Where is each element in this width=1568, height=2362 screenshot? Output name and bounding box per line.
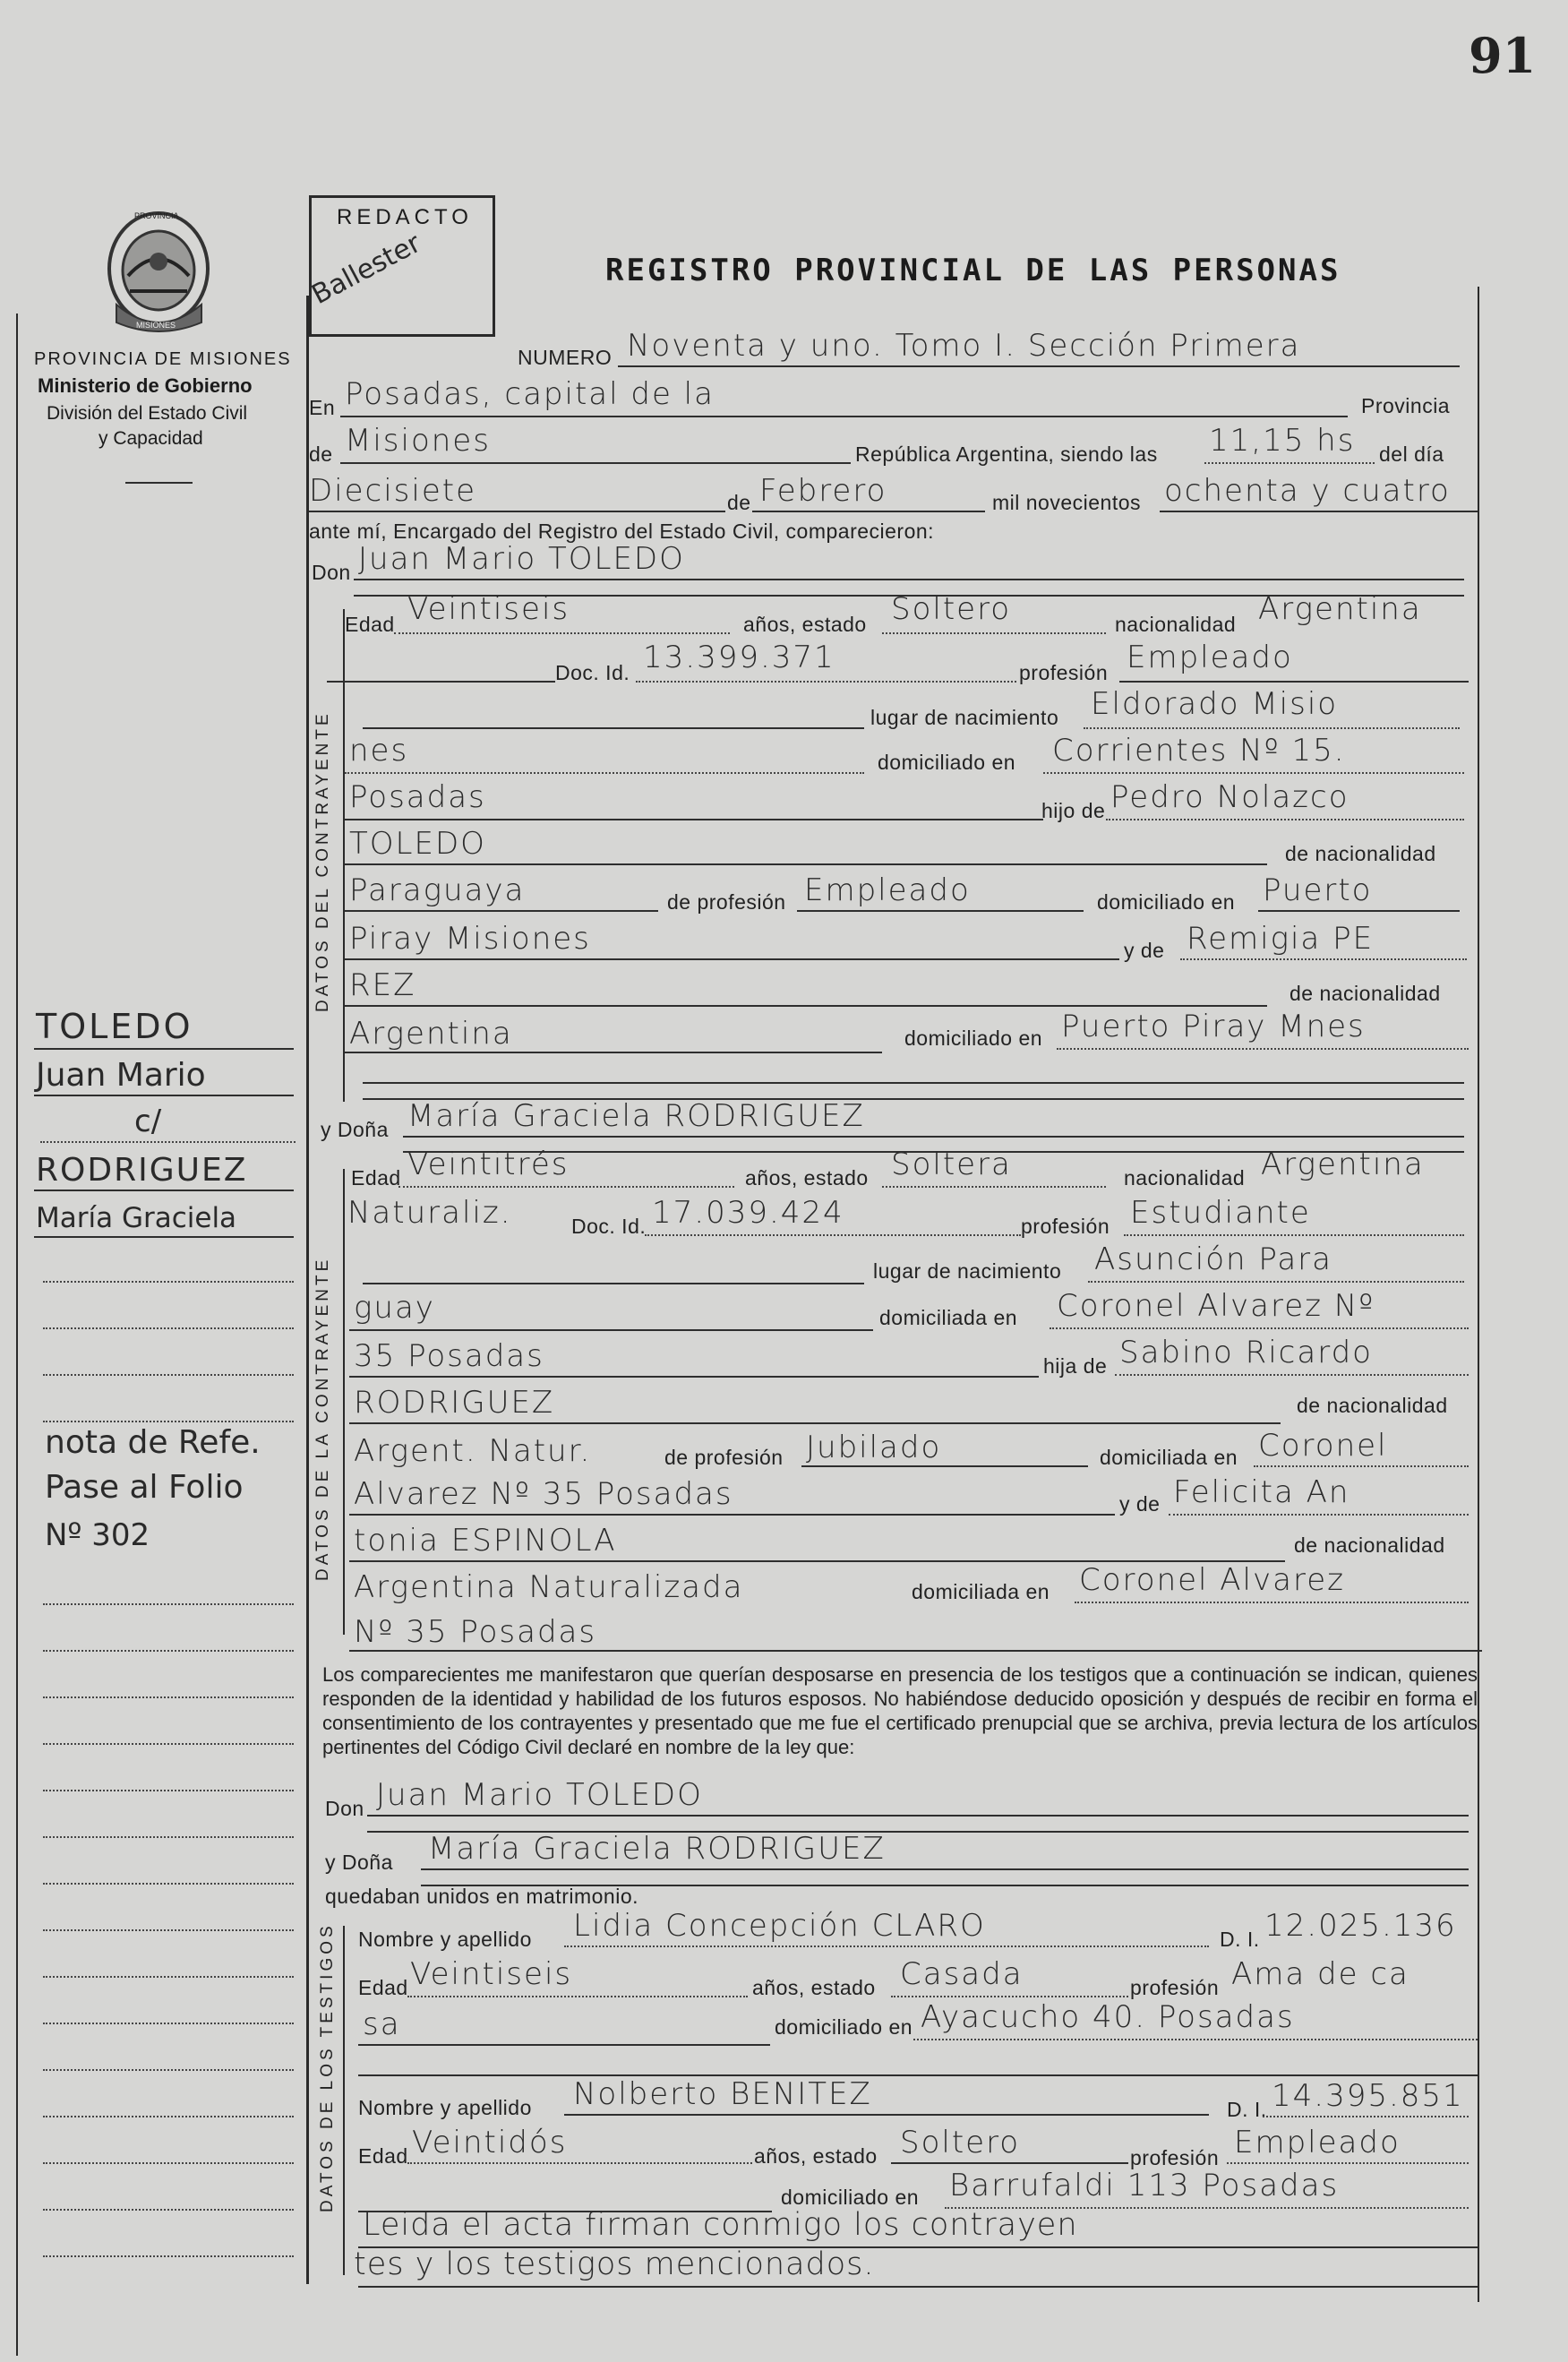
groom-prof: Empleado (1127, 640, 1293, 675)
de2-label: de (727, 491, 751, 514)
w1-nombre: Lidia Concepción CLARO (573, 1908, 986, 1944)
groom-blank-rule-1 (363, 1082, 1464, 1084)
bride-prof-rule (1124, 1234, 1464, 1236)
province-heading: PROVINCIA DE MISIONES (34, 349, 292, 369)
groom-padre-prof-label: de profesión (667, 890, 786, 914)
margin-blank-rule (43, 1603, 294, 1605)
groom-madre-1: Remigia PE (1187, 921, 1375, 957)
groom-prof-rule (1119, 681, 1469, 683)
groom-prof-label: profesión (1019, 661, 1109, 684)
bride-lugar-1: Asunción Para (1094, 1241, 1332, 1277)
margin-blank-rule (43, 1883, 294, 1885)
mes-rule (752, 511, 985, 512)
bride-nac-extra: Naturaliz. (347, 1195, 512, 1231)
decl-dona-label: y Doña (325, 1851, 393, 1874)
groom-y-de-label: y de (1124, 939, 1165, 962)
groom-edad: Veintiseis (407, 591, 570, 627)
ante-label: ante mí, Encargado del Registro del Estado Civil, comparecieron: (309, 520, 935, 543)
bride-madre-dom2-rule (349, 1650, 1482, 1652)
hora-rule (1204, 462, 1375, 464)
ministry-heading: Ministerio de Gobierno (38, 374, 253, 397)
groom-madre-dom-rule (1057, 1048, 1469, 1050)
bride-section-rule (343, 1169, 345, 1635)
margin-blank-rule (43, 2162, 294, 2164)
groom-edad-label: Edad (345, 613, 395, 636)
groom-estado-label: años, estado (743, 613, 867, 636)
seal-text-top: PROVINCIA (134, 211, 179, 220)
groom-dom-1: Corrientes Nº 15. (1052, 733, 1346, 769)
groom-padre-nac-label: de nacionalidad (1285, 842, 1436, 865)
bride-madre-dom-1: Coronel Alvarez (1079, 1562, 1345, 1598)
groom-padre-dom2-rule (345, 958, 1119, 960)
bride-hija-label: hija de (1043, 1354, 1108, 1378)
decl-dona-rule (421, 1868, 1469, 1870)
groom-madre2-rule (345, 1005, 1267, 1007)
margin-note-3: Nº 302 (45, 1517, 150, 1553)
w1-prof-2: sa (363, 2006, 401, 2042)
republica-label: República Argentina, siendo las (855, 442, 1158, 466)
bride-doc-rule (645, 1234, 1021, 1236)
margin-blank-rule (43, 1836, 294, 1838)
margin-blank-rule (43, 1650, 294, 1652)
margin-line-4: RODRIGUEZ (36, 1152, 248, 1189)
groom-madre-dom-label: domiciliado en (904, 1026, 1043, 1050)
provincia-label: Provincia (1361, 394, 1451, 417)
w2-nombre-rule (564, 2114, 1209, 2116)
bride-dom-label: domiciliada en (879, 1306, 1018, 1329)
bride-lugar-left-rule (363, 1283, 864, 1284)
w2-nombre: Nolberto BENITEZ (573, 2076, 872, 2112)
decl-don-rule (367, 1815, 1469, 1817)
groom-madre-rule (1180, 958, 1467, 960)
bride-madre-dom-rule (1075, 1602, 1469, 1603)
margin-blank-rule (43, 2023, 294, 2024)
w1-estado-label: años, estado (752, 1976, 876, 1999)
registry-title: REGISTRO PROVINCIAL DE LAS PERSONAS (605, 253, 1341, 288)
w2-di-rule (1263, 2116, 1469, 2117)
groom-nac: Argentina (1258, 591, 1422, 627)
margin-blank-rule (43, 1281, 294, 1283)
bride-estado-label: años, estado (745, 1166, 869, 1190)
groom-padre-rule (1106, 819, 1464, 820)
bride-padre-nac: Argent. Natur. (354, 1433, 592, 1469)
w2-prof-rule (1227, 2162, 1469, 2164)
w2-dom: Barrufaldi 113 Posadas (949, 2168, 1340, 2203)
bride-lugar-label: lugar de nacimiento (873, 1259, 1062, 1283)
bride-edad: Veintitrés (407, 1147, 570, 1182)
closing-line-2: tes y los testigos mencionados. (354, 2246, 875, 2282)
bride-prof-label: profesión (1021, 1215, 1110, 1238)
numero-rule (618, 365, 1460, 367)
bride-padre-dom-label: domiciliada en (1100, 1446, 1238, 1469)
numero-value: Noventa y uno. Tomo I. Sección Primera (627, 328, 1301, 364)
dia-rule (309, 511, 725, 512)
margin-line-1: TOLEDO (36, 1007, 193, 1046)
bride-madre-1: Felicita An (1173, 1474, 1350, 1510)
w1-prof-1: Ama de ca (1231, 1956, 1409, 1992)
w1-estado-rule (891, 1996, 1128, 1997)
groom-madre-nac-label: de nacionalidad (1290, 982, 1441, 1005)
w1-dom: Ayacucho 40. Posadas (921, 1999, 1295, 2035)
decl-don-label: Don (325, 1797, 364, 1820)
margin-blank-rule (43, 2209, 294, 2211)
groom-dom-rule (1043, 772, 1464, 774)
w1-estado: Casada (900, 1956, 1024, 1992)
page-number: 91 (1469, 27, 1537, 84)
dona-label: y Doña (321, 1118, 389, 1141)
bride-padre-rule (1115, 1374, 1469, 1376)
w1-dom-label: domiciliado en (775, 2015, 913, 2039)
header-divider (125, 482, 193, 484)
groom-estado: Soltero (891, 591, 1012, 627)
form-right-rule (1478, 287, 1479, 2302)
margin-note-2: Pase al Folio (45, 1469, 244, 1506)
groom-lugar-rule (1084, 727, 1460, 729)
groom-lugar-2: nes (349, 733, 409, 769)
margin-blank-rule (43, 1327, 294, 1329)
groom-padre-nac-rule (345, 910, 658, 912)
bride-estado: Soltera (891, 1147, 1012, 1182)
bride-madre-dom-2: Nº 35 Posadas (354, 1614, 597, 1650)
w2-di-label: D. I. (1227, 2098, 1267, 2121)
groom-lugar-left-rule (363, 727, 864, 729)
w2-dom-label: domiciliado en (781, 2186, 920, 2209)
groom-padre-dom-label: domiciliado en (1097, 890, 1236, 914)
margin-blank-rule (43, 1976, 294, 1978)
bride-padre-2: RODRIGUEZ (354, 1385, 555, 1421)
bride-padre-dom-rule (1254, 1465, 1469, 1467)
bride-madre-rule (1169, 1514, 1469, 1516)
de-rule (340, 462, 851, 464)
groom-doc-left-rule (327, 681, 555, 683)
groom-section-rule (343, 609, 345, 1102)
bride-padre-nac-label: de nacionalidad (1297, 1394, 1448, 1417)
groom-dom-2: Posadas (349, 779, 486, 815)
w2-edad-rule (407, 2162, 752, 2164)
bride-estado-rule (882, 1186, 1106, 1188)
w2-estado-rule (891, 2162, 1128, 2164)
left-margin-rule (16, 314, 18, 2356)
margin-blank-rule (43, 2255, 294, 2257)
bride-padre-prof: Jubilado (806, 1430, 942, 1465)
margin-line-5: María Graciela (36, 1202, 237, 1234)
form-left-rule (306, 296, 309, 2284)
groom-lugar-label: lugar de nacimiento (870, 706, 1059, 729)
del-dia-label: del día (1379, 442, 1444, 466)
bride-padre-dom-1: Coronel (1258, 1428, 1388, 1464)
groom-madre-2: REZ (349, 967, 416, 1003)
groom-padre-dom-2: Piray Misiones (349, 921, 591, 957)
bride-lugar-2: guay (354, 1290, 435, 1326)
bride-padre-dom-2: Alvarez Nº 35 Posadas (354, 1476, 733, 1512)
groom-madre-nac-rule (345, 1052, 882, 1053)
w1-nombre-rule (564, 1945, 1209, 1947)
closing-line-1: Leida el acta firman conmigo los contrayen (363, 2207, 1078, 2243)
bride-section-title: DATOS DE LA CONTRAYENTE (313, 1256, 332, 1581)
groom-padre-prof: Empleado (804, 872, 971, 908)
margin-rule-3 (40, 1141, 296, 1143)
numero-label: NUMERO (518, 346, 613, 369)
groom-padre-1: Pedro Nolazco (1110, 779, 1350, 815)
margin-blank-rule (43, 2116, 294, 2117)
closing-rule-2 (358, 2286, 1478, 2288)
w1-edad-rule (407, 1996, 748, 1997)
dia-value: Diecisiete (309, 473, 477, 509)
groom-dom-label: domiciliado en (878, 751, 1016, 774)
bride-padre-prof-label: de profesión (664, 1446, 784, 1469)
margin-rule-5 (34, 1236, 294, 1238)
margin-blank-rule (43, 1374, 294, 1376)
w2-edad-label: Edad (358, 2144, 408, 2168)
w1-di: 12.025.136 (1264, 1908, 1457, 1944)
w2-di: 14.395.851 (1272, 2078, 1464, 2114)
bride-madre-nac: Argentina Naturalizada (354, 1569, 744, 1605)
groom-padre-dom-rule (1258, 910, 1460, 912)
groom-padre-nac: Paraguaya (349, 872, 526, 908)
groom-padre-2: TOLEDO (349, 826, 486, 862)
groom-madre-nac: Argentina (349, 1016, 513, 1052)
margin-line-3: c/ (134, 1104, 162, 1139)
en-value: Posadas, capital de la (345, 376, 715, 412)
margin-blank-rule (43, 1743, 294, 1745)
w1-edad: Veintiseis (410, 1956, 573, 1992)
bride-y-de-label: y de (1119, 1492, 1161, 1516)
bride-padre-prof-rule (801, 1465, 1088, 1467)
bride-dom-rule (1050, 1327, 1469, 1329)
don-label: Don (312, 561, 351, 584)
w2-estado-label: años, estado (754, 2144, 878, 2168)
w1-prof2-rule (358, 2044, 770, 2046)
groom-doc: 13.399.371 (643, 640, 835, 675)
margin-blank-rule (43, 1929, 294, 1931)
margin-blank-rule (43, 1696, 294, 1698)
groom-section-title: DATOS DEL CONTRAYENTE (313, 710, 332, 1012)
groom-dom2-rule (345, 819, 1043, 820)
margin-note-1: nota de Refe. (45, 1424, 261, 1461)
w2-prof: Empleado (1234, 2125, 1401, 2160)
margin-blank-rule (43, 1421, 294, 1422)
margin-rule-4 (34, 1190, 294, 1191)
groom-padre-prof-rule (797, 910, 1084, 912)
bride-madre-nac-label: de nacionalidad (1294, 1533, 1445, 1557)
margin-blank-rule (43, 2069, 294, 2071)
division-line-2: y Capacidad (99, 428, 203, 449)
w2-estado: Soltero (900, 2125, 1021, 2160)
bride-nac: Argentina (1261, 1147, 1425, 1182)
bride-lugar2-rule (349, 1329, 873, 1331)
bride-lugar-rule (1088, 1281, 1464, 1283)
groom-hijo-label: hijo de (1041, 799, 1106, 822)
margin-blank-rule (43, 1790, 294, 1791)
witness-section-title: DATOS DE LOS TESTIGOS (318, 1922, 337, 2212)
w1-di-label: D. I. (1220, 1928, 1260, 1951)
stamp-title: REDACTO (337, 205, 473, 229)
en-label: En (309, 396, 336, 419)
redacto-stamp (306, 195, 495, 337)
bride-padre2-rule (349, 1422, 1281, 1424)
w1-nombre-label: Nombre y apellido (358, 1928, 532, 1951)
bride-doc: 17.039.424 (652, 1195, 844, 1231)
dona-rule (403, 1136, 1464, 1138)
division-line-1: División del Estado Civil (47, 403, 248, 424)
bride-doc-label: Doc. Id. (571, 1215, 647, 1238)
don-value: Juan Mario TOLEDO (358, 541, 685, 577)
groom-doc-label: Doc. Id. (555, 661, 630, 684)
don-rule (354, 579, 1464, 580)
anio-rule (1160, 511, 1478, 512)
margin-line-2: Juan Mario (36, 1057, 206, 1094)
witness-section-rule (343, 1926, 345, 2275)
decl-dona-value: María Graciela RODRIGUEZ (428, 1831, 886, 1867)
stamp-signature: Ballester (306, 227, 426, 312)
w2-nombre-label: Nombre y apellido (358, 2096, 532, 2119)
seal-text-bottom: MISIONES (136, 321, 176, 330)
groom-lugar-1: Eldorado Misio (1091, 686, 1339, 722)
de-label: de (309, 442, 333, 466)
mes-value: Febrero (759, 473, 887, 509)
bride-madre-dom-label: domiciliada en (912, 1580, 1050, 1603)
bride-edad-label: Edad (351, 1166, 401, 1190)
hora-value: 11,15 hs (1209, 423, 1356, 459)
bride-prof: Estudiante (1130, 1195, 1311, 1231)
mil-label: mil novecientos (992, 491, 1142, 514)
w1-blank-rule (358, 2074, 1478, 2076)
bride-nac-label: nacionalidad (1124, 1166, 1246, 1190)
decl-don-value: Juan Mario TOLEDO (376, 1777, 703, 1813)
bride-dom-1: Coronel Alvarez Nº (1057, 1288, 1375, 1324)
bride-padre-1: Sabino Ricardo (1119, 1335, 1373, 1370)
margin-rule-1 (34, 1048, 294, 1050)
groom-nac-label: nacionalidad (1115, 613, 1237, 636)
groom-lugar2-rule (345, 772, 864, 774)
bride-madre-2: tonia ESPINOLA (354, 1523, 617, 1559)
w1-prof-label: profesión (1130, 1976, 1220, 1999)
margin-rule-2 (34, 1095, 294, 1096)
w2-prof-label: profesión (1130, 2146, 1220, 2169)
w2-edad: Veintidós (412, 2125, 568, 2160)
groom-edad-rule (394, 632, 730, 634)
anio-value: ochenta y cuatro (1164, 473, 1451, 509)
bride-dom2-rule (349, 1376, 1039, 1378)
groom-doc-rule (636, 681, 1016, 683)
declaration-text: Los comparecientes me manifestaron que querían desposarse en presencia de los testigos que a continuación se indican, quienes responden de la identidad y habilidad de los futuros esposos. No habiéndose deducido oposición y después de recibir en forma el consentimiento de los contrayentes y presentado que me fue el certificado prenupcial que se archiva, previa lectura de los artículos pertinentes del Código Civil declaré en nombre de la ley que: (322, 1663, 1478, 1758)
quedaban-label: quedaban unidos en matrimonio. (325, 1885, 639, 1908)
w1-dom-rule (913, 2039, 1478, 2040)
bride-dom-2: 35 Posadas (354, 1338, 544, 1374)
dona-value: María Graciela RODRIGUEZ (407, 1098, 865, 1134)
w1-edad-label: Edad (358, 1976, 408, 1999)
de-value: Misiones (345, 423, 491, 459)
bride-padre-dom2-rule (349, 1514, 1115, 1516)
bride-edad-rule (398, 1186, 734, 1188)
groom-madre-dom: Puerto Piray Mnes (1061, 1009, 1366, 1044)
en-rule (340, 416, 1348, 417)
groom-estado-rule (882, 632, 1106, 634)
groom-padre-dom-1: Puerto (1263, 872, 1373, 908)
groom-padre2-rule (345, 863, 1267, 865)
